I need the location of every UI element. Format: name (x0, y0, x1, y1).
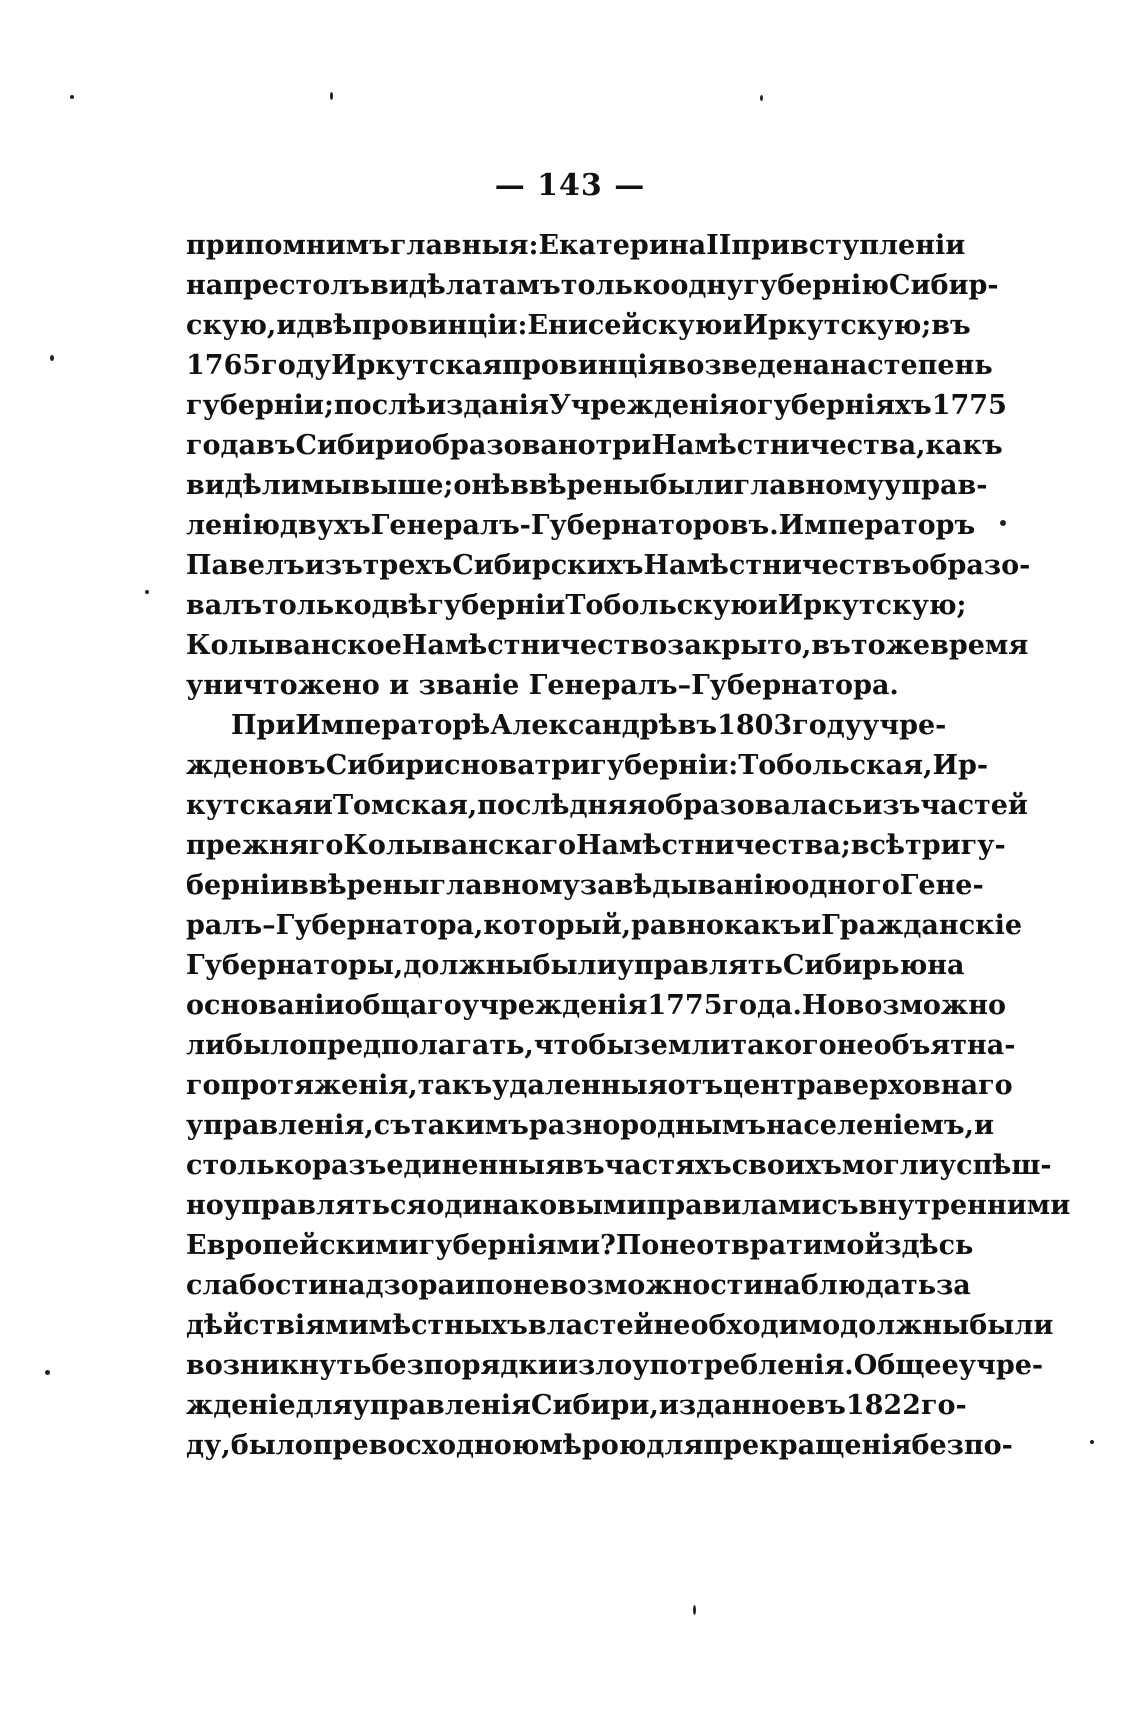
word: года. (722, 990, 802, 1021)
word: учре- (958, 1350, 1044, 1381)
word: губернію (743, 270, 889, 301)
word: году (792, 710, 863, 741)
word: Сибири (325, 750, 445, 781)
word: въ (811, 630, 851, 661)
word: который, (483, 910, 632, 941)
word: главныя: (389, 230, 539, 261)
word: и (722, 310, 743, 341)
word: губерніи: (590, 750, 739, 781)
text-line (186, 586, 967, 626)
word: одинаковыми (426, 1190, 647, 1221)
word: и (557, 1350, 578, 1381)
word: прекращенія (703, 1430, 912, 1461)
word: губерніяхъ (757, 390, 932, 421)
word: но (186, 1190, 224, 1221)
word: Павелъ (186, 550, 305, 581)
word: снова (444, 750, 535, 781)
word: изданное (658, 1390, 807, 1421)
word: вступленіи (790, 230, 966, 261)
scan-speck (330, 92, 333, 100)
word: надзора (328, 1270, 456, 1301)
word: ленію (186, 510, 280, 541)
word: безпорядки (371, 1350, 558, 1381)
word: образо- (911, 550, 1031, 581)
word: изъ (862, 790, 921, 821)
word: выше; (351, 470, 454, 501)
word: предполагать, (307, 1030, 534, 1061)
word: ждено (186, 750, 287, 781)
word: управленія, (186, 1110, 374, 1141)
word: образовано (414, 430, 596, 461)
word: столько (186, 1150, 313, 1181)
page-number: — 143 — (494, 168, 646, 203)
text-line (186, 1346, 1044, 1386)
word: Общее (853, 1350, 959, 1381)
word: Учрежденія (548, 390, 740, 421)
text-line (186, 1186, 1071, 1226)
word: гу- (960, 830, 1006, 861)
word: неотвратимой (659, 1230, 885, 1261)
word: Тобольскую (565, 590, 758, 621)
text-line (186, 906, 1023, 946)
word: невозможности (512, 1270, 764, 1301)
word: губерніи; (186, 390, 334, 421)
word: необходимо (653, 1310, 841, 1341)
text-line (186, 1266, 971, 1306)
word: и (312, 790, 333, 821)
word: правилами (646, 1190, 822, 1221)
word: разъединенныя (312, 1150, 566, 1181)
word: Губернаторы, (186, 950, 404, 981)
word: удаленныя (492, 1070, 668, 1101)
word: главному (733, 470, 885, 501)
word: протяженія, (220, 1070, 418, 1101)
word: такъ (417, 1070, 493, 1101)
word: внутренними (858, 1190, 1071, 1221)
text-line (186, 626, 1029, 666)
word: въ (256, 430, 296, 461)
scan-speck (45, 1370, 50, 1375)
word: послѣдняя (477, 790, 648, 821)
text-line (186, 546, 1031, 586)
text-line (186, 946, 965, 986)
word: верховнаго (833, 1070, 1013, 1101)
word: возведена (667, 350, 831, 381)
text-line (186, 466, 988, 506)
word: властей (527, 1310, 654, 1341)
word: три (595, 430, 652, 461)
scan-speck (145, 590, 149, 594)
word: было (230, 1430, 313, 1461)
word: въ (806, 1390, 846, 1421)
word: могли (841, 1150, 939, 1181)
scan-speck (50, 355, 54, 361)
word: мѣрою (539, 1430, 647, 1461)
word: Иркутскую; (777, 590, 967, 621)
word: провинція (502, 350, 668, 381)
word: должны (403, 950, 533, 981)
word: для (646, 1430, 704, 1461)
word: такого (730, 1030, 837, 1061)
body-text (186, 226, 1071, 1466)
word: основаніи (186, 990, 345, 1021)
word: учрежденія (461, 990, 648, 1021)
word: съ (821, 1190, 859, 1221)
word: по (475, 1270, 513, 1301)
text-line (186, 506, 976, 546)
scan-speck (1090, 1440, 1094, 1444)
word: здѣсь (884, 1230, 974, 1261)
word: управленія (352, 1390, 531, 1421)
word: ду, (186, 1430, 231, 1461)
word: успѣш- (938, 1150, 1052, 1181)
word: было (225, 1030, 308, 1061)
word: 1775 (647, 990, 723, 1021)
text-line (186, 986, 1006, 1026)
text-line (186, 386, 1007, 426)
word: тоже (850, 630, 931, 661)
word: валъ (186, 590, 263, 621)
word: го- (920, 1390, 967, 1421)
word: Тобольская, (738, 750, 933, 781)
word: учре- (862, 710, 947, 741)
word: въ (565, 1150, 605, 1181)
word: въ (677, 710, 718, 741)
word: Сибири, (531, 1390, 659, 1421)
word: губерніи (427, 590, 566, 621)
text-line (186, 1386, 967, 1426)
word: ввѣрены (290, 870, 430, 901)
word: и (973, 1110, 994, 1141)
text-line (186, 1026, 1016, 1066)
word: 1822 (845, 1390, 921, 1421)
word: онѣ (453, 470, 511, 501)
text-line (186, 1106, 994, 1146)
word: на (830, 350, 868, 381)
text-line (186, 226, 966, 266)
word: Екатерина (538, 230, 707, 261)
word: престолъ (223, 270, 371, 301)
word: центра (723, 1070, 834, 1101)
word: прежняго (186, 830, 344, 861)
word: Сибирскихъ (452, 550, 644, 581)
word: II (706, 230, 732, 261)
word: При (231, 710, 296, 741)
word: Сибирью (782, 950, 928, 981)
word: трехъ (362, 550, 453, 581)
word: превосходною (312, 1430, 540, 1461)
word: видѣли (186, 470, 301, 501)
scan-speck (70, 95, 74, 99)
word: ралъ–Губернатора, (186, 910, 484, 941)
word: главному (429, 870, 580, 901)
word: какъ (925, 430, 1003, 461)
word: и (276, 310, 297, 341)
word: общаго (344, 990, 462, 1021)
word: образовалась (647, 790, 863, 821)
word: и (801, 910, 822, 941)
word: ввѣрены (510, 470, 650, 501)
word: дѣйствіями (186, 1310, 369, 1341)
word: злоупотребленія. (577, 1350, 854, 1381)
word: земли (633, 1030, 731, 1061)
word: разнороднымъ (528, 1110, 767, 1141)
word: изъ (304, 550, 363, 581)
word: губерніями? (418, 1230, 616, 1261)
word: безпо- (911, 1430, 1013, 1461)
text-line (186, 786, 1028, 826)
word: своихъ (731, 1150, 842, 1181)
word: 1803 (717, 710, 793, 741)
word: три (534, 750, 591, 781)
word: Александрѣ (490, 710, 678, 741)
word: году (261, 350, 331, 381)
word: частяхъ (604, 1150, 732, 1181)
text-line (186, 1306, 1054, 1346)
text-line (186, 1226, 974, 1266)
word: управ- (884, 470, 988, 501)
word: только (560, 270, 671, 301)
word: въ (286, 750, 326, 781)
word: въ (931, 310, 971, 341)
word: Иркутская (331, 350, 503, 381)
word: года (186, 430, 257, 461)
word: и (455, 1270, 476, 1301)
word: Генералъ (370, 510, 520, 541)
word: Гражданскіе (821, 910, 1023, 941)
word: управляться (223, 1190, 427, 1221)
word: Императоръ (778, 510, 976, 541)
word: скую, (186, 310, 277, 341)
word: Сибир- (889, 270, 999, 301)
word: одну (670, 270, 744, 301)
word: послѣ (333, 390, 427, 421)
word: Сибири (295, 430, 414, 461)
word: возможно (845, 990, 1006, 1021)
text-line (186, 826, 1006, 866)
word: Енисейскую (527, 310, 723, 341)
word: возникнуть (186, 1350, 372, 1381)
word: равно (631, 910, 724, 941)
word: были (969, 1310, 1054, 1341)
word: населеніемъ, (766, 1110, 974, 1141)
word: наблюдать (763, 1270, 937, 1301)
word: Гене- (899, 870, 984, 901)
word: припомнимъ (186, 230, 390, 261)
word: необъятна- (836, 1030, 1016, 1061)
word: какъ (723, 910, 802, 941)
text-line (186, 1426, 1013, 1466)
word: жденіе (186, 1390, 296, 1421)
text-line: уничтожено и званіе Генералъ–Губернатора. (186, 670, 899, 701)
word: Намѣстничества, (651, 430, 926, 461)
word: и (757, 590, 778, 621)
text-line (186, 1146, 1052, 1186)
word: на (186, 270, 224, 301)
paragraph-start-line (186, 706, 947, 746)
word: на (927, 950, 965, 981)
word: такимъ (410, 1110, 529, 1141)
text-line (186, 266, 999, 306)
word: Колыванское (186, 630, 402, 661)
scan-speck (760, 95, 763, 101)
text-line (186, 746, 989, 786)
word: двухъ (279, 510, 371, 541)
word: тамъ (482, 270, 561, 301)
word: при (731, 230, 791, 261)
word: Намѣстничество (401, 630, 668, 661)
word: видѣла (370, 270, 483, 301)
text-line (186, 866, 984, 906)
word: съ (373, 1110, 411, 1141)
word: чтобы (533, 1030, 634, 1061)
word: берніи (186, 870, 291, 901)
word: Намѣстничествъ (643, 550, 912, 581)
word: Европейскими (186, 1230, 419, 1261)
word: одного (791, 870, 900, 901)
word: были (649, 470, 734, 501)
word: должны (840, 1310, 970, 1341)
word: 1775 (931, 390, 1007, 421)
word: - (519, 510, 531, 541)
word: о (739, 390, 758, 421)
word: завѣдыванію (579, 870, 792, 901)
text-line (186, 426, 1003, 466)
word: время (930, 630, 1029, 661)
word: изданія (426, 390, 549, 421)
word: частей (920, 790, 1028, 821)
word: Но (801, 990, 846, 1021)
word: 1765 (186, 350, 262, 381)
word: Императорѣ (295, 710, 491, 741)
text-line (186, 306, 971, 346)
word: По (615, 1230, 660, 1261)
word: только (262, 590, 372, 621)
word: мѣстныхъ (368, 1310, 528, 1341)
word: Ир- (932, 750, 989, 781)
scan-speck (1000, 520, 1006, 526)
word: степень (867, 350, 993, 381)
word: го (186, 1070, 221, 1101)
word: для (295, 1390, 353, 1421)
word: Иркутскую; (742, 310, 932, 341)
word: двѣ (371, 590, 428, 621)
word: кутская (186, 790, 313, 821)
word: слабости (186, 1270, 329, 1301)
word: отъ (667, 1070, 724, 1101)
word: три (904, 830, 961, 861)
text-line (186, 1066, 1013, 1106)
word: Колыванскаго (343, 830, 577, 861)
word: мы (300, 470, 352, 501)
word: всѣ (850, 830, 905, 861)
word: Губернаторовъ. (530, 510, 779, 541)
word: были (532, 950, 617, 981)
word: управлять (616, 950, 783, 981)
word: провинціи: (352, 310, 528, 341)
text-line (186, 346, 993, 386)
word: Томская, (332, 790, 478, 821)
word: за (936, 1270, 971, 1301)
scan-speck (693, 1605, 696, 1615)
word: Намѣстничества; (576, 830, 851, 861)
word: закрыто, (667, 630, 812, 661)
word: двѣ (296, 310, 353, 341)
word: ли (186, 1030, 226, 1061)
